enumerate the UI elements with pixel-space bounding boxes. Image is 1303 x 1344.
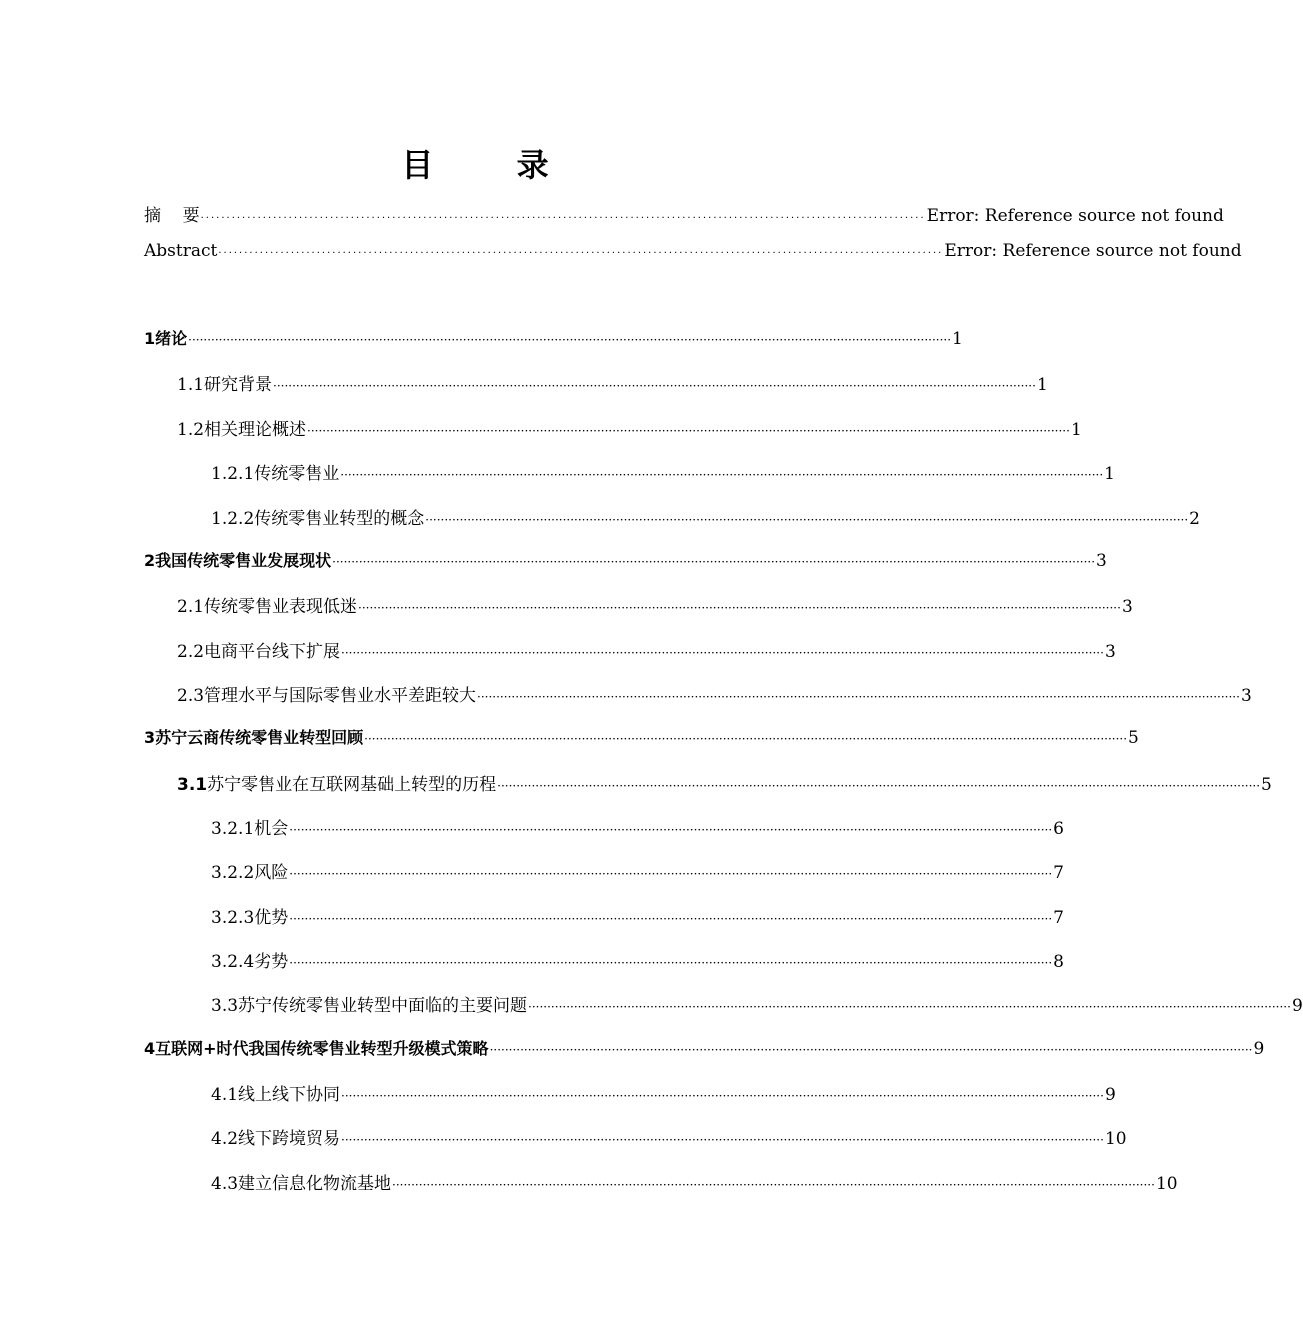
toc-entry-page: 10 <box>1155 1174 1178 1194</box>
toc-leader-dots: ········································································································································································································ <box>273 379 1036 393</box>
toc-entry-page: 5 <box>1261 775 1272 795</box>
toc-leader-dots: ········································································································································································································ <box>358 601 1121 615</box>
toc-entry-page: 3 <box>1121 597 1133 617</box>
toc-leader-dots: ········································································································································································································ <box>364 732 1128 746</box>
toc-entry-3-2-1[interactable] <box>211 814 1064 839</box>
toc-entry-label: 研究背景 <box>204 375 273 395</box>
toc-entry-number: 4 <box>144 1039 156 1058</box>
toc-entry-4-2[interactable] <box>211 1124 1127 1149</box>
toc-entry-label: 机会 <box>254 819 289 839</box>
toc-entry-1-2[interactable] <box>177 415 1082 440</box>
toc-leader-dots: ········································································································································································································ <box>188 333 952 347</box>
toc-entry-number: 3.2.3 <box>211 908 255 928</box>
toc-entry-chapter-3[interactable] <box>144 725 1139 749</box>
toc-entry-number: 3.2.4 <box>211 952 255 972</box>
toc-leader-dots: ········································································································································································································ <box>477 690 1240 704</box>
toc-entry-number: 3 <box>144 728 156 747</box>
toc-leader-dots: ········································································································································································································ <box>392 1178 1155 1192</box>
toc-leader-dots: ········································································································································································································ <box>332 555 1096 569</box>
toc-entry-number: 4.1 <box>211 1085 239 1105</box>
toc-leader-dots: ········································································································································································································ <box>289 912 1053 926</box>
toc-entry-number: 1.2.2 <box>211 509 255 529</box>
toc-entry-label: 建立信息化物流基地 <box>238 1174 392 1194</box>
toc-entry-label: 我国传统零售业发展现状 <box>155 551 332 570</box>
toc-leader-dots: ········································································································································································································ <box>289 956 1053 970</box>
toc-leader-dots: ········································································································································································································ <box>341 646 1104 660</box>
toc-entry-number: 1.1 <box>177 375 205 395</box>
toc-entry-page: 9 <box>1291 996 1303 1016</box>
toc-entry-number: 1.2.1 <box>211 464 255 484</box>
toc-entry-number: 2 <box>144 551 156 570</box>
toc-entry-label: 管理水平与国际零售业水平差距较大 <box>204 686 477 706</box>
toc-leader-dots: ············································································································································ <box>218 248 944 259</box>
toc-entry-3-1[interactable] <box>177 770 1272 795</box>
toc-leader-dots: ········································································································································································································ <box>289 867 1053 881</box>
toc-entry-page: 3 <box>1104 642 1116 662</box>
toc-entry-4-3[interactable] <box>211 1169 1178 1194</box>
toc-entry-label: 传统零售业转型的概念 <box>254 509 425 529</box>
toc-leader-dots: ········································································································································································································ <box>340 468 1104 482</box>
toc-entry-label: 线上线下协同 <box>238 1085 341 1105</box>
toc-leader-dots: ········································································································································································································ <box>289 823 1053 837</box>
toc-entry-page: 1 <box>952 329 963 349</box>
toc-leader-dots: ········································································································································································································ <box>307 424 1070 438</box>
toc-entry-chapter-2[interactable] <box>144 548 1107 572</box>
toc-entry-label: 电商平台线下扩展 <box>204 642 341 662</box>
toc-entry-label: 劣势 <box>254 952 289 972</box>
toc-entry-2-1[interactable] <box>177 592 1133 617</box>
toc-entry-label: 线下跨境贸易 <box>238 1129 341 1149</box>
toc-entry-1-2-2[interactable] <box>211 504 1200 529</box>
toc-entry-number: 3.1 <box>177 775 208 795</box>
toc-entry-1-2-1[interactable] <box>211 459 1115 484</box>
toc-leader-dots: ········································································································································································································ <box>341 1089 1104 1103</box>
toc-entry-1-1[interactable] <box>177 370 1048 395</box>
toc-entry-3-2-4[interactable] <box>211 947 1064 972</box>
toc-entry-label: 摘 要 <box>144 206 200 226</box>
toc-entry-label: 风险 <box>254 863 289 883</box>
toc-entry-number: 3.2.2 <box>211 863 255 883</box>
toc-entry-2-2[interactable] <box>177 637 1116 662</box>
toc-entry-page: Error: Reference source not found <box>944 241 1242 261</box>
toc-entry-number: 1 <box>144 329 156 348</box>
toc-entry-page: 2 <box>1189 509 1200 529</box>
toc-entry-3-3[interactable] <box>211 991 1303 1016</box>
toc-leader-dots: ············································································································································ <box>200 213 926 224</box>
toc-entry-label: 互联网+时代我国传统零售业转型升级模式策略 <box>155 1039 489 1058</box>
toc-entry-page: 8 <box>1053 952 1064 972</box>
toc-leader-dots: ········································································································································································································ <box>341 1133 1104 1147</box>
toc-entry-3-2-3[interactable] <box>211 903 1064 928</box>
toc-entry-abstract-en[interactable] <box>144 241 1242 265</box>
toc-entry-label: 优势 <box>254 908 289 928</box>
toc-entry-page: 10 <box>1104 1129 1127 1149</box>
toc-entry-number: 2.1 <box>177 597 205 617</box>
toc-entry-label: 相关理论概述 <box>204 420 307 440</box>
toc-entry-page: 5 <box>1128 728 1139 748</box>
toc-entry-page: 6 <box>1053 819 1064 839</box>
toc-entry-page: 1 <box>1104 464 1115 484</box>
toc-leader-dots: ········································································································································································································ <box>528 1000 1291 1014</box>
toc-entry-label: Abstract <box>144 241 218 261</box>
toc-entry-page: 3 <box>1240 686 1252 706</box>
toc-entry-2-3[interactable] <box>177 681 1252 706</box>
toc-entry-label: 苏宁零售业在互联网基础上转型的历程 <box>207 775 497 795</box>
toc-entry-page: 3 <box>1096 551 1107 571</box>
toc-entry-abstract-cn[interactable] <box>144 201 1224 226</box>
toc-entry-label: 传统零售业表现低迷 <box>204 597 358 617</box>
toc-entry-number: 3.2.1 <box>211 819 255 839</box>
toc-entry-page: 7 <box>1053 863 1064 883</box>
toc-leader-dots: ········································································································································································································ <box>425 513 1189 527</box>
toc-leader-dots: ········································································································································································································ <box>489 1043 1253 1057</box>
toc-entry-number: 2.3 <box>177 686 205 706</box>
toc-entry-page: 7 <box>1053 908 1064 928</box>
toc-entry-page: 9 <box>1104 1085 1116 1105</box>
toc-entry-number: 4.3 <box>211 1174 239 1194</box>
toc-entry-3-2-2[interactable] <box>211 858 1064 883</box>
toc-entry-label: 传统零售业 <box>254 464 340 484</box>
toc-entry-number: 4.2 <box>211 1129 239 1149</box>
toc-leader-dots: ········································································································································································································ <box>497 779 1261 793</box>
toc-entry-page: Error: Reference source not found <box>926 206 1224 226</box>
toc-entry-label: 苏宁传统零售业转型中面临的主要问题 <box>238 996 528 1016</box>
toc-title: 目 录 <box>401 146 585 184</box>
toc-entry-chapter-1[interactable] <box>144 326 963 350</box>
toc-entry-page: 1 <box>1070 420 1082 440</box>
toc-entry-number: 3.3 <box>211 996 239 1016</box>
toc-entry-4-1[interactable] <box>211 1080 1116 1105</box>
toc-entry-label: 绪论 <box>155 329 188 348</box>
toc-entry-number: 1.2 <box>177 420 205 440</box>
toc-entry-label: 苏宁云商传统零售业转型回顾 <box>155 728 364 747</box>
toc-entry-page: 9 <box>1253 1039 1265 1059</box>
toc-entry-number: 2.2 <box>177 642 205 662</box>
toc-entry-page: 1 <box>1036 375 1048 395</box>
toc-entry-chapter-4[interactable] <box>144 1036 1265 1060</box>
